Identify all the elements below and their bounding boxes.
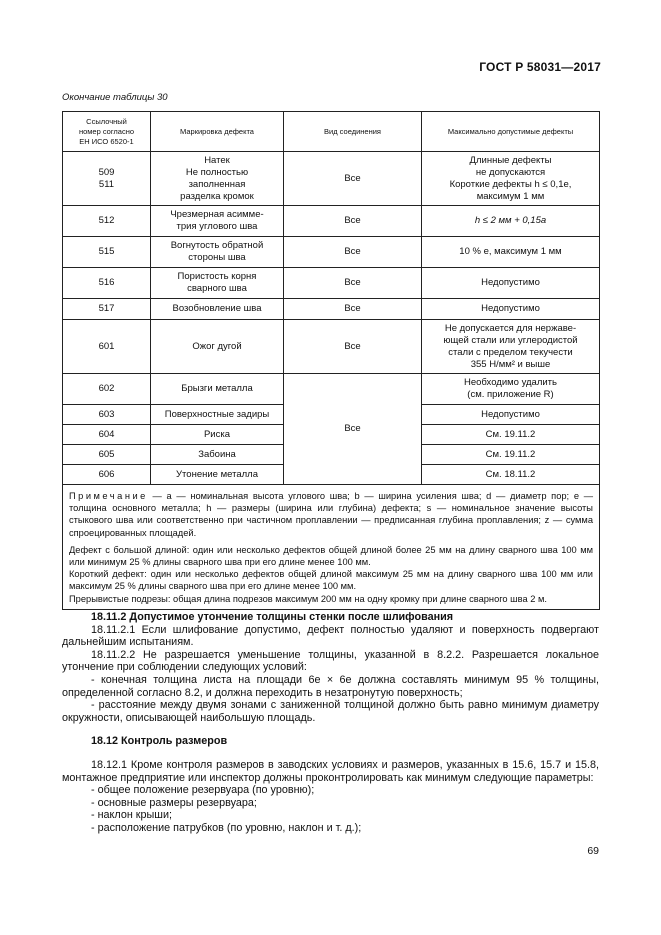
column-header-ref-line: ЕН ИСО 6520-1 [79,136,134,146]
marking-line: Вогнутость обратной [170,240,264,251]
cell-ref: 515 [63,237,151,268]
cell-joint-merged: Все [284,374,422,485]
cell-joint: Все [284,268,422,299]
paragraph-18-11-2-1: 18.11.2.1 Если шлифование допустимо, дефект полностью удаляют и поверхность подвергают дальнейшим испытаниям. [62,623,599,649]
cell-ref: 603 [63,405,151,425]
max-line: стали с пределом текучести [448,346,573,358]
cell-max: 10 % e, максимум 1 мм [422,237,600,268]
note-short-defect: Короткий дефект: один или несколько дефектов общей длиной максимум 25 мм на длину сварного шва 100 мм или максимум 25 % длины сварного шва при его длине менее 100 мм. [69,569,593,592]
cell-marking: Утонение металла [151,465,284,485]
section-heading-18-11-2: 18.11.2 Допустимое утончение толщины стенки после шлифования [91,611,454,623]
ref-line: 509 [98,166,115,178]
marking-line: Не полностью [185,166,249,178]
cell-marking: Поверхностные задиры [151,405,284,425]
ref-line: 511 [98,178,115,190]
list-item: - общее положение резервуара (по уровню); [91,784,315,797]
marking-line: Чрезмерная асимме- [170,209,264,220]
marking-line: трия углового шва [176,221,258,232]
note-text: — a — номинальная высота углового шва; b — ширина усиления шва; d — диаметр пор; e — толщина основного металла; h — размеры (ширина или глубина) дефекта; s — номинальное значение высоты стыкового шва или соответственно при частичном проплавлении — предписанная глубина проплавления; z — сумма спроецированных площадей. [69,491,593,538]
table-row [63,237,600,268]
table-row [63,320,600,374]
column-header-ref-line: Ссылочный [86,116,127,126]
cell-marking [151,237,284,268]
column-header-joint: Вид соединения [284,112,422,152]
list-item: - основные размеры резервуара; [91,796,257,809]
marking-line: сварного шва [187,283,247,294]
document-standard-code: ГОСТ Р 58031—2017 [479,60,601,74]
bullet-item: - расстояние между двумя зонами с заниженной толщиной должно быть равно минимум диаметру окружности, описывающей наибольшую площадь. [62,699,599,724]
max-line: 355 Н/мм² и выше [470,358,551,370]
cell-ref: 602 [63,374,151,405]
max-line: Длинные дефекты [469,154,552,166]
max-line: не допускаются [475,166,546,178]
cell-joint: Все [284,299,422,320]
cell-ref: 605 [63,445,151,465]
max-line: максимум 1 мм [476,190,545,202]
table-header-row [63,112,600,152]
body-text [62,611,599,835]
marking-line: разделка кромок [180,190,254,202]
note-long-defect: Дефект с большой длиной: один или несколько дефектов общей длиной более 25 мм на длину сварного шва 100 мм или минимум 25 % длины сварного шва при его длине менее 100 мм. [69,544,593,568]
cell-marking: Забоина [151,445,284,465]
column-header-ref-line: номер согласно [78,126,135,136]
cell-marking: Брызги металла [151,374,284,405]
table-notes [63,485,600,610]
marking-line: стороны шва [188,252,246,263]
cell-marking: Риска [151,425,284,445]
cell-max: См. 19.11.2 [422,425,600,445]
max-line: Короткие дефекты h ≤ 0,1e, [449,178,572,190]
cell-ref: 601 [63,320,151,374]
cell-marking [151,152,284,206]
cell-joint: Все [284,152,422,206]
cell-joint: Все [284,237,422,268]
table-row [63,206,600,237]
column-header-marking: Маркировка дефекта [151,112,284,152]
note-paragraph [69,490,593,539]
cell-max: См. 18.11.2 [422,465,600,485]
section-heading-18-12: 18.12 Контроль размеров [91,735,228,748]
table-caption: Окончание таблицы 30 [62,92,168,103]
cell-ref: 516 [63,268,151,299]
cell-max [422,152,600,206]
table-notes-row [63,485,600,610]
max-line: ющей стали или углеродистой [443,334,578,346]
cell-max: h ≤ 2 мм + 0,15a [422,206,600,237]
marking-line: Пористость корня [177,271,257,282]
table-row [63,152,600,206]
bullet-item: - конечная толщина листа на площади 6e × 6e должна составлять минимум 95 % толщины, определенной согласно 8.2, и должна переходить в незатронутую поверхность; [62,673,599,699]
cell-ref: 604 [63,425,151,445]
cell-marking [151,206,284,237]
cell-max: Недопустимо [422,268,600,299]
page-number: 69 [587,845,599,857]
cell-joint: Все [284,320,422,374]
note-label: Примечание [69,491,148,501]
table-row [63,299,600,320]
marking-line: Натек [204,154,230,166]
cell-marking: Возобновление шва [151,299,284,320]
max-line: Необходимо удалить [464,377,557,388]
cell-max [422,374,600,405]
cell-ref: 512 [63,206,151,237]
table-row [63,374,600,405]
cell-ref: 606 [63,465,151,485]
defects-table [62,111,600,610]
list-item: - расположение патрубков (по уровню, наклон и т. д.); [91,821,362,834]
paragraph-18-11-2-2: 18.11.2.2 Не разрешается уменьшение толщины, указанной в 8.2.2. Разрешается локальное утончение при соблюдении следующих условий: [62,648,599,674]
cell-marking [151,268,284,299]
table-row [63,268,600,299]
cell-max: См. 19.11.2 [422,445,600,465]
note-intermittent: Прерывистые подрезы: общая длина подрезов максимум 200 мм на одну кромку при длине сварного шва 2 м. [69,593,547,604]
list-item: - наклон крыши; [91,809,172,822]
cell-marking: Ожог дугой [151,320,284,374]
cell-ref: 517 [63,299,151,320]
max-line: (см. приложение R) [467,389,554,400]
cell-ref [63,152,151,206]
cell-joint: Все [284,206,422,237]
max-line: Не допускается для нержаве- [444,322,577,334]
marking-line: заполненная [188,178,246,190]
cell-max: Недопустимо [422,405,600,425]
column-header-max: Максимально допустимые дефекты [422,112,600,152]
column-header-ref [63,112,151,152]
cell-max: Недопустимо [422,299,600,320]
cell-max [422,320,600,374]
paragraph-18-12-1: 18.12.1 Кроме контроля размеров в заводских условиях и размеров, указанных в 15.6, 15.7 и 15.8, монтажное предприятие или инспектор должны проконтролировать как минимум следующие параметры: [62,758,599,784]
